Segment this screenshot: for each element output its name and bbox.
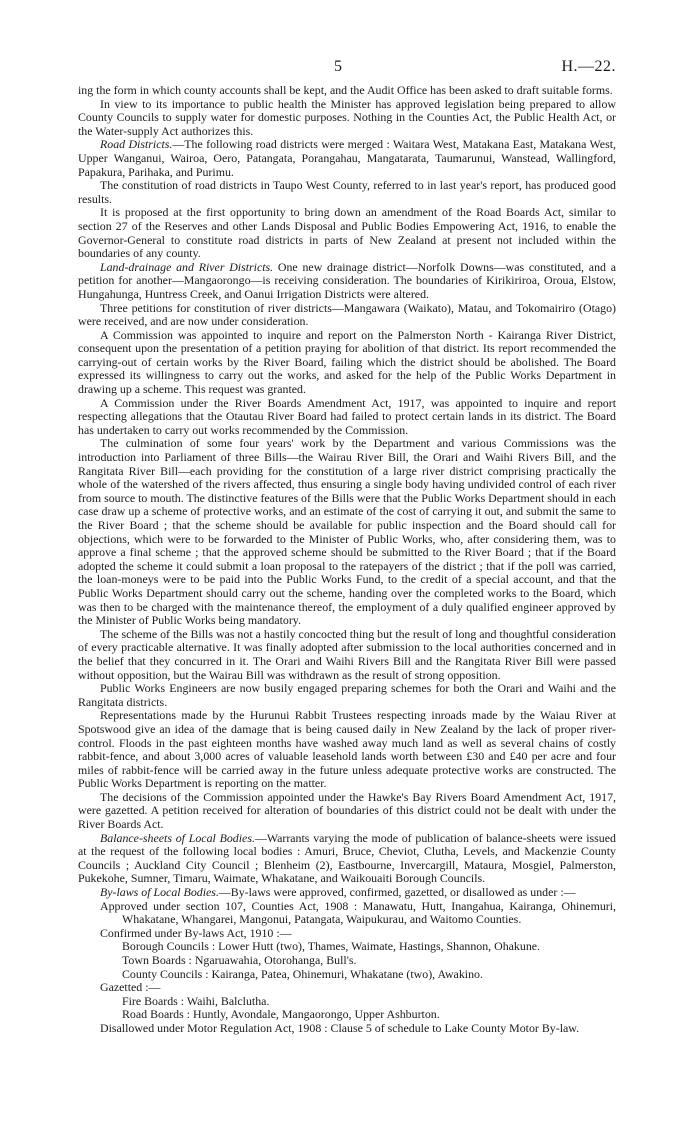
section-heading: Land-drainage and River Districts. [100,259,274,274]
bylaws-confirmed-item: Borough Councils : Lower Hutt (two), Thames, Waimate, Hastings, Shannon, Ohakune. [122,939,541,954]
bylaws-confirmed-item: County Councils : Kairanga, Patea, Ohinemuri, Whakatane (two), Awakino. [122,966,483,981]
section-heading: By-laws of Local Bodies. [100,885,219,900]
document-reference: H.—22. [561,58,616,75]
document-body [78,84,616,1036]
paragraph-continued: ing the form in which county accounts shall be kept, and the Audit Office has been asked to draft suitable forms. [78,83,613,97]
bylaws-confirmed-item: Town Boards : Ngaruawahia, Otorohanga, Bull's. [122,953,357,967]
paragraph-hawkes-bay: The decisions of the Commission appointed under the Hawke's Bay Rivers Board Amendment Act, 1917, were gazetted. A petition received for alteration of boundaries of this district could not be dealt with under the River Boards Act. [78,789,616,832]
bylaws-approved: Approved under section 107, Counties Act, 1908 : Manawatu, Hutt, Inangahua, Kairanga, Ohinemuri, Whakatane, Whangarei, Mangonui, Patangata, Waipukurau, and Waitomo Counties. [100,898,616,927]
paragraph-taupo: The constitution of road districts in Taupo West County, referred to in last year's report, has produced good results. [78,178,616,206]
bylaws-disallowed: Disallowed under Motor Regulation Act, 1908 : Clause 5 of schedule to Lake County Motor By-law. [100,1020,580,1035]
bylaws-gazetted-item: Road Boards : Huntly, Avondale, Mangaorongo, Upper Ashburton. [122,1007,440,1022]
paragraph-balance-sheets: Balance-sheets of Local Bodies.—Warrants varying the mode of publication of balance-sheets were issued at the request of the following local bodies : Amuri, Bruce, Cheviot, Clutha, Levels, and Mackenzie County Councils ; Auckland City Council ; Blenheim (2), Eastbourne, Invercargill, Mataura, Mosgiel, Palmerston, Pukekohe, Sumner, Timaru, Waimate, Whakatane, and Waikouaiti Borough Councils. [78,830,616,886]
paragraph-bylaws: By-laws of Local Bodies.—By-laws were approved, confirmed, gazetted, or disallowed as under :— [100,885,576,900]
paragraph-engineers: Public Works Engineers are now busily engaged preparing schemes for both the Orari and Waihi and the Rangitata districts. [78,681,616,709]
page-header [0,58,700,80]
paragraph-river-petitions: Three petitions for constitution of river districts—Mangawara (Waikato), Matau, and Tokomairiro (Otago) were received, and are now under consideration. [78,300,616,329]
section-heading: Balance-sheets of Local Bodies. [100,830,255,845]
paragraph-bills-scheme: The scheme of the Bills was not a hastily concocted thing but the result of long and thoughtful consideration of every practicable alternative. It was finally adopted after submission to the local authorities concerned and in the belief that they concurred in it. The Orari and Waihi Rivers Bill and the Rangitata River Bill were passed without opposition, but the Wairau Bill was withdrawn as the result of strong opposition. [78,626,616,682]
paragraph-road-districts: Road Districts.—The following road districts were merged : Waitara West, Matakana East, Matakana West, Upper Wanganui, Wairoa, Oero, Patangata, Porangahau, Mangatarata, Taumarunui, Wanstead, Wallingford, Papakura, Parihaka, and Purimu. [78,137,616,179]
paragraph-water-supply: In view to its importance to public health the Minister has approved legislation being prepared to allow County Councils to supply water for domestic purposes. Nothing in the Counties Act, the Public Health Act, or the Water-supply Act authorizes this. [78,96,616,138]
paragraph-otautau-commission: A Commission under the River Boards Amendment Act, 1917, was appointed to inquire and report respecting allegations that the Otautau River Board had failed to protect certain lands in its district. The Board has undertaken to carry out works recommended by the Commission. [78,395,616,437]
page-number: 5 [334,58,342,75]
section-heading: Road Districts. [100,137,173,152]
paragraph-hurunui: Representations made by the Hurunui Rabbit Trustees respecting inroads made by the Waiau River at Spotswood give an idea of the damage that is being caused daily in New Zealand by the lack of proper river-control. Floods in the past eighteen months have washed away much land as well as several chains of costly rabbit-fence, and about 3,000 acres of valuable leasehold lands worth between £30 and £40 per acre and four miles of rabbit-fence will be carried away in the future unless adequate protective works are constructed. The Public Works Department is reporting on the matter. [78,708,616,791]
paragraph-river-bills: The culmination of some four years' work by the Department and various Commissions was the introduction into Parliament of three Bills—the Wairau River Bill, the Orari and Waihi Rivers Bill, and the Rangitata River Bill—each providing for the constitution of a large river district comprising practically the whole of the watershed of the rivers affected, thus ensuring a single body having undivided control of each river from source to mouth. The distinctive features of the Bills were that the Public Works Department should in each case draw up a scheme of protective works, and an estimate of the cost of carrying it out, and submit the same to the River Board ; that the scheme should be available for public inspection and the Board should call for objections, which were to be forwarded to the Minister of Public Works, who, after considering them, was to approve a final scheme ; that the approved scheme should be submitted to the River Board ; that if the Board adopted the scheme it could submit a loan proposal to the ratepayers of the district ; that if the poll was carried, the loan-moneys were to be paid into the Public Works Fund, to the credit of a special account, and that the Public Works Department should carry out the scheme, handing over the completed works to the Board, which was then to be charged with the maintenance thereof, the employment of a duly qualified engineer approved by the Minister of Public Works being mandatory. [78,436,616,628]
bylaws-gazetted-heading: Gazetted :— [100,980,161,995]
paragraph-road-boards-act: It is proposed at the first opportunity to bring down an amendment of the Road Boards Act, similar to section 27 of the Reserves and other Lands Disposal and Public Bodies Empowering Act, 1916, to enable the Governor-General to constitute road districts in parts of New Zealand at present not included within the boundaries of any county. [78,205,616,261]
paragraph-drainage-districts: Land-drainage and River Districts. One new drainage district—Norfolk Downs—was constituted, and a petition for another—Mangaorongo—is receiving consideration. The boundaries of Kirikiriroa, Oroua, Elstow, Hungahunga, Huntress Creek, and Oanui Irrigation Districts were altered. [78,259,616,301]
bylaws-confirmed-heading: Confirmed under By-laws Act, 1910 :— [100,925,292,940]
bylaws-gazetted-item: Fire Boards : Waihi, Balclutha. [122,993,270,1008]
paragraph-palmerston-commission: A Commission was appointed to inquire and report on the Palmerston North - Kairanga River District, consequent upon the presentation of a petition praying for abolition of that district. Its report recommended the carrying-out of certain works by the River Board, failing which the district should be abolished. The Board expressed its willingness to carry out the works, and asked for the help of the Public Works Department in drawing up a scheme. This request was granted. [78,327,616,397]
